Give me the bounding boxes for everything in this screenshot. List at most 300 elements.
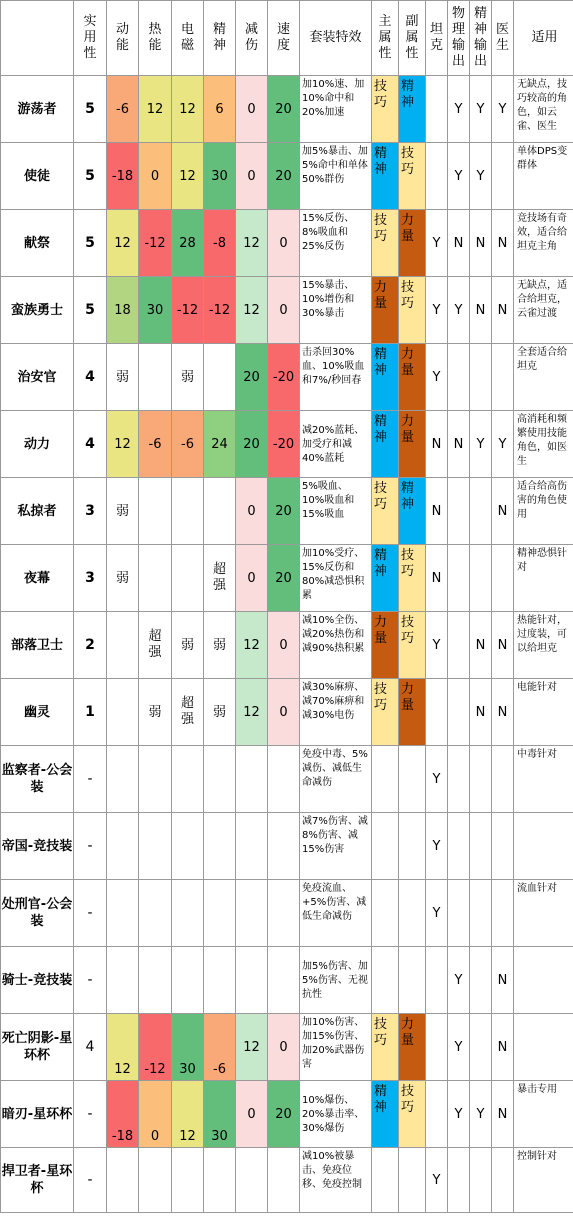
set-effect-cell: 15%暴击、10%增伤和30%暴击 [300,277,372,344]
usage-cell: 全套适合给坦克 [514,344,573,411]
usage-cell [514,947,573,1014]
healer-cell [492,1148,514,1213]
mental-dps-cell: N [470,679,492,746]
mental-dps-cell [470,813,492,880]
reduction-cell: 20 [236,411,268,478]
table-row [1,1014,573,1081]
healer-cell: N [492,947,514,1014]
phys-dps-cell [448,1148,470,1213]
tank-cell [426,76,448,143]
electric-cell: 12 [172,1081,204,1148]
set-name: 使徒 [1,143,74,210]
mental-cell: 24 [204,411,236,478]
usage-cell: 无缺点，技巧较高的角色，如云雀、医生 [514,76,573,143]
table-row [1,1148,573,1213]
energy-cell [107,813,139,880]
table-row [1,545,573,612]
energy-cell: 12 [107,210,139,277]
heat-cell [139,947,172,1014]
table-row [1,411,573,478]
electric-cell: 12 [172,143,204,210]
header-phys-dps: 物理输出 [448,1,470,76]
utility-cell: 3 [74,545,107,612]
set-name: 暗刃-星环杯 [1,1081,74,1148]
usage-cell: 单体DPS变群体 [514,143,573,210]
usage-cell: 中毒针对 [514,746,573,813]
header-usage: 适用 [514,1,573,76]
speed-cell: -20 [268,344,300,411]
set-name: 捍卫者-星环杯 [1,1148,74,1213]
phys-dps-cell: Y [448,143,470,210]
set-effect-cell: 加5%伤害、加5%伤害、无视抗性 [300,947,372,1014]
tank-cell: Y [426,277,448,344]
utility-cell: 4 [74,344,107,411]
mental-cell [204,1148,236,1213]
set-name: 治安官 [1,344,74,411]
main-attr-cell: 力量 [372,277,399,344]
utility-cell: 5 [74,143,107,210]
mental-cell: 弱 [204,679,236,746]
heat-cell [139,545,172,612]
healer-cell [492,880,514,947]
tank-cell [426,1014,448,1081]
heat-cell [139,813,172,880]
heat-cell: 超强 [139,612,172,679]
mental-dps-cell: Y [470,76,492,143]
phys-dps-cell [448,612,470,679]
main-attr-cell [372,1148,399,1213]
reduction-cell [236,746,268,813]
mental-dps-cell [470,1014,492,1081]
tank-cell [426,143,448,210]
sub-attr-cell: 技巧 [399,277,426,344]
main-attr-cell [372,813,399,880]
main-attr-cell: 精神 [372,545,399,612]
phys-dps-cell [448,478,470,545]
speed-cell [268,947,300,1014]
utility-cell: 2 [74,612,107,679]
speed-cell: 20 [268,76,300,143]
tank-cell: N [426,478,448,545]
sub-attr-cell [399,1148,426,1213]
table-row [1,813,573,880]
set-effect-cell: 5%吸血、10%吸血和15%吸血 [300,478,372,545]
mental-cell: -12 [204,277,236,344]
heat-cell [139,880,172,947]
reduction-cell: 0 [236,545,268,612]
usage-cell: 控制针对 [514,1148,573,1213]
mental-cell [204,813,236,880]
utility-cell: - [74,947,107,1014]
header-utility: 实用性 [74,1,107,76]
table-row [1,277,573,344]
set-effect-cell: 15%反伤、8%吸血和25%反伤 [300,210,372,277]
mental-cell: -8 [204,210,236,277]
mental-cell: 超强 [204,545,236,612]
phys-dps-cell: Y [448,277,470,344]
sub-attr-cell: 力量 [399,210,426,277]
sub-attr-cell: 力量 [399,679,426,746]
set-effect-cell: 减30%麻痹、减70%麻痹和减30%电伤 [300,679,372,746]
set-effect-cell: 加10%受疗、15%反伤和80%减恐惧积累 [300,545,372,612]
energy-cell [107,947,139,1014]
mental-dps-cell: Y [470,143,492,210]
main-attr-cell [372,947,399,1014]
set-effect-cell: 加10%速、加10%命中和20%加速 [300,76,372,143]
electric-cell: 28 [172,210,204,277]
electric-cell [172,478,204,545]
speed-cell: 0 [268,210,300,277]
electric-cell [172,880,204,947]
mental-cell [204,478,236,545]
reduction-cell [236,813,268,880]
healer-cell: N [492,1081,514,1148]
main-attr-cell: 精神 [372,411,399,478]
speed-cell: 20 [268,478,300,545]
mental-cell [204,746,236,813]
heat-cell: -6 [139,411,172,478]
electric-cell [172,545,204,612]
reduction-cell: 0 [236,76,268,143]
reduction-cell [236,880,268,947]
tank-cell: Y [426,344,448,411]
header-sub-attr: 副属性 [399,1,426,76]
phys-dps-cell [448,679,470,746]
main-attr-cell: 精神 [372,344,399,411]
reduction-cell: 12 [236,612,268,679]
healer-cell: N [492,612,514,679]
mental-dps-cell [470,478,492,545]
speed-cell: 0 [268,277,300,344]
energy-cell: 弱 [107,344,139,411]
heat-cell: 12 [139,76,172,143]
table-row [1,344,573,411]
phys-dps-cell: Y [448,947,470,1014]
set-effect-cell: 减20%蓝耗、加受疗和减40%蓝耗 [300,411,372,478]
phys-dps-cell [448,813,470,880]
reduction-cell: 20 [236,344,268,411]
phys-dps-cell: Y [448,1014,470,1081]
mental-dps-cell: Y [470,1081,492,1148]
sub-attr-cell: 力量 [399,411,426,478]
reduction-cell: 0 [236,143,268,210]
usage-cell: 竞技场有奇效，适合给坦克主角 [514,210,573,277]
reduction-cell: 12 [236,210,268,277]
electric-cell: -6 [172,411,204,478]
header-heat: 热能 [139,1,172,76]
set-effect-cell: 减10%全伤、减20%热伤和减90%热积累 [300,612,372,679]
energy-cell: -6 [107,76,139,143]
energy-cell [107,880,139,947]
phys-dps-cell: N [448,210,470,277]
reduction-cell: 12 [236,1014,268,1081]
set-effect-cell: 加5%暴击、加5%命中和单体50%群伤 [300,143,372,210]
sub-attr-cell: 力量 [399,1014,426,1081]
sub-attr-cell: 技巧 [399,545,426,612]
healer-cell [492,344,514,411]
set-name: 私掠者 [1,478,74,545]
table-row [1,1081,573,1148]
heat-cell [139,478,172,545]
energy-cell: 弱 [107,545,139,612]
utility-cell: - [74,813,107,880]
set-effect-cell: 免疫流血、+5%伤害、减低生命减伤 [300,880,372,947]
usage-cell: 高消耗和频繁使用技能角色，如医生 [514,411,573,478]
utility-cell: - [74,1081,107,1148]
tank-cell: Y [426,813,448,880]
mental-dps-cell: N [470,277,492,344]
main-attr-cell [372,746,399,813]
phys-dps-cell [448,880,470,947]
heat-cell [139,344,172,411]
table-row [1,947,573,1014]
tank-cell [426,947,448,1014]
reduction-cell: 12 [236,679,268,746]
tank-cell: Y [426,746,448,813]
sub-attr-cell: 技巧 [399,612,426,679]
utility-cell: 5 [74,76,107,143]
usage-cell: 精神恐惧针对 [514,545,573,612]
main-attr-cell: 精神 [372,1081,399,1148]
speed-cell [268,880,300,947]
heat-cell: 30 [139,277,172,344]
reduction-cell: 0 [236,1081,268,1148]
energy-cell: 18 [107,277,139,344]
set-name: 夜幕 [1,545,74,612]
heat-cell: 0 [139,143,172,210]
sub-attr-cell [399,947,426,1014]
electric-cell: 弱 [172,612,204,679]
header-row [1,1,573,76]
energy-cell [107,612,139,679]
phys-dps-cell [448,344,470,411]
electric-cell [172,813,204,880]
table-row [1,210,573,277]
tank-cell [426,1081,448,1148]
usage-cell: 流血针对 [514,880,573,947]
main-attr-cell: 精神 [372,143,399,210]
usage-cell: 适合给高伤害的角色使用 [514,478,573,545]
energy-cell [107,1148,139,1213]
header-reduction: 减伤 [236,1,268,76]
header-tank: 坦克 [426,1,448,76]
table-row [1,880,573,947]
table-row [1,679,573,746]
main-attr-cell: 技巧 [372,1014,399,1081]
header-main-attr: 主属性 [372,1,399,76]
header-mental: 精神 [204,1,236,76]
electric-cell [172,1148,204,1213]
energy-cell [107,679,139,746]
set-name: 骑士-竞技装 [1,947,74,1014]
healer-cell [492,545,514,612]
usage-cell: 电能针对 [514,679,573,746]
healer-cell: N [492,478,514,545]
usage-cell [514,1014,573,1081]
header-electric: 电磁 [172,1,204,76]
electric-cell: 弱 [172,344,204,411]
header-set-effect: 套装特效 [300,1,372,76]
set-effect-cell: 10%爆伤、20%暴击率、30%爆伤 [300,1081,372,1148]
mental-cell: 30 [204,1081,236,1148]
phys-dps-cell [448,746,470,813]
main-attr-cell [372,880,399,947]
mental-dps-cell [470,344,492,411]
healer-cell: N [492,679,514,746]
main-attr-cell: 力量 [372,612,399,679]
mental-dps-cell [470,947,492,1014]
set-name: 处刑官-公会装 [1,880,74,947]
energy-cell: 弱 [107,478,139,545]
phys-dps-cell: N [448,411,470,478]
speed-cell [268,813,300,880]
energy-cell: 12 [107,411,139,478]
usage-cell [514,813,573,880]
speed-cell: 20 [268,143,300,210]
utility-cell: 5 [74,277,107,344]
set-effect-cell: 减10%被暴击、免疫位移、免疫控制 [300,1148,372,1213]
heat-cell: 0 [139,1081,172,1148]
header-energy: 动能 [107,1,139,76]
set-name: 幽灵 [1,679,74,746]
utility-cell: 3 [74,478,107,545]
heat-cell [139,1148,172,1213]
energy-cell: 12 [107,1014,139,1081]
utility-cell: 5 [74,210,107,277]
table-row [1,746,573,813]
reduction-cell: 0 [236,478,268,545]
phys-dps-cell [448,545,470,612]
utility-cell: 4 [74,1014,107,1081]
tank-cell: N [426,545,448,612]
electric-cell [172,746,204,813]
mental-dps-cell [470,1148,492,1213]
speed-cell: 20 [268,545,300,612]
header-speed: 速度 [268,1,300,76]
table-row [1,612,573,679]
sub-attr-cell: 技巧 [399,143,426,210]
energy-cell: -18 [107,143,139,210]
speed-cell [268,1148,300,1213]
reduction-cell: 12 [236,277,268,344]
main-attr-cell: 技巧 [372,76,399,143]
usage-cell: 暴击专用 [514,1081,573,1148]
reduction-cell [236,947,268,1014]
table-row [1,76,573,143]
mental-dps-cell [470,545,492,612]
heat-cell: 弱 [139,679,172,746]
set-name: 游荡者 [1,76,74,143]
speed-cell: 0 [268,612,300,679]
mental-cell [204,880,236,947]
electric-cell: 超强 [172,679,204,746]
mental-dps-cell: Y [470,411,492,478]
set-effect-cell: 减7%伤害、减8%伤害、减15%伤害 [300,813,372,880]
mental-cell: 弱 [204,612,236,679]
main-attr-cell: 技巧 [372,679,399,746]
usage-cell: 无缺点，适合给坦克，云雀过渡 [514,277,573,344]
tank-cell: N [426,411,448,478]
main-attr-cell: 技巧 [372,478,399,545]
phys-dps-cell: Y [448,1081,470,1148]
set-name: 死亡阴影-星环杯 [1,1014,74,1081]
header-healer: 医生 [492,1,514,76]
table-row [1,143,573,210]
mental-dps-cell [470,880,492,947]
utility-cell: 1 [74,679,107,746]
mental-cell [204,344,236,411]
set-name: 部落卫士 [1,612,74,679]
set-effect-cell: 击杀回30%血、10%吸血和7%/秒回春 [300,344,372,411]
speed-cell: 0 [268,679,300,746]
utility-cell: 4 [74,411,107,478]
set-name: 动力 [1,411,74,478]
header-mental-dps: 精神输出 [470,1,492,76]
speed-cell: 20 [268,1081,300,1148]
heat-cell: -12 [139,210,172,277]
mental-cell: 6 [204,76,236,143]
energy-cell [107,746,139,813]
heat-cell: -12 [139,1014,172,1081]
tank-cell [426,679,448,746]
heat-cell [139,746,172,813]
reduction-cell [236,1148,268,1213]
healer-cell: Y [492,411,514,478]
sub-attr-cell [399,746,426,813]
utility-cell: - [74,746,107,813]
utility-cell: - [74,880,107,947]
set-name: 帝国-竞技装 [1,813,74,880]
sub-attr-cell: 技巧 [399,1081,426,1148]
table-row [1,478,573,545]
phys-dps-cell: Y [448,76,470,143]
set-name: 监察者-公会装 [1,746,74,813]
mental-dps-cell: N [470,210,492,277]
sub-attr-cell [399,813,426,880]
mental-cell: -6 [204,1014,236,1081]
utility-cell: - [74,1148,107,1213]
healer-cell: N [492,277,514,344]
mental-cell: 30 [204,143,236,210]
electric-cell: -12 [172,277,204,344]
set-effect-cell: 加10%伤害、加15%伤害、加20%武器伤害 [300,1014,372,1081]
set-name: 献祭 [1,210,74,277]
energy-cell: -18 [107,1081,139,1148]
electric-cell [172,947,204,1014]
tank-cell: Y [426,612,448,679]
sub-attr-cell: 力量 [399,344,426,411]
mental-dps-cell: N [470,612,492,679]
speed-cell [268,746,300,813]
set-effect-cell: 免疫中毒、5%减伤、减低生命减伤 [300,746,372,813]
mental-dps-cell [470,746,492,813]
healer-cell [492,813,514,880]
usage-cell: 热能针对，过度装，可以给坦克 [514,612,573,679]
sub-attr-cell: 精神 [399,478,426,545]
tank-cell: Y [426,210,448,277]
healer-cell [492,143,514,210]
electric-cell: 12 [172,76,204,143]
healer-cell: N [492,1014,514,1081]
speed-cell: -20 [268,411,300,478]
header-name [1,1,74,76]
healer-cell: Y [492,76,514,143]
mental-cell [204,947,236,1014]
electric-cell: 30 [172,1014,204,1081]
speed-cell: 0 [268,1014,300,1081]
sub-attr-cell: 精神 [399,76,426,143]
tank-cell: Y [426,1148,448,1213]
